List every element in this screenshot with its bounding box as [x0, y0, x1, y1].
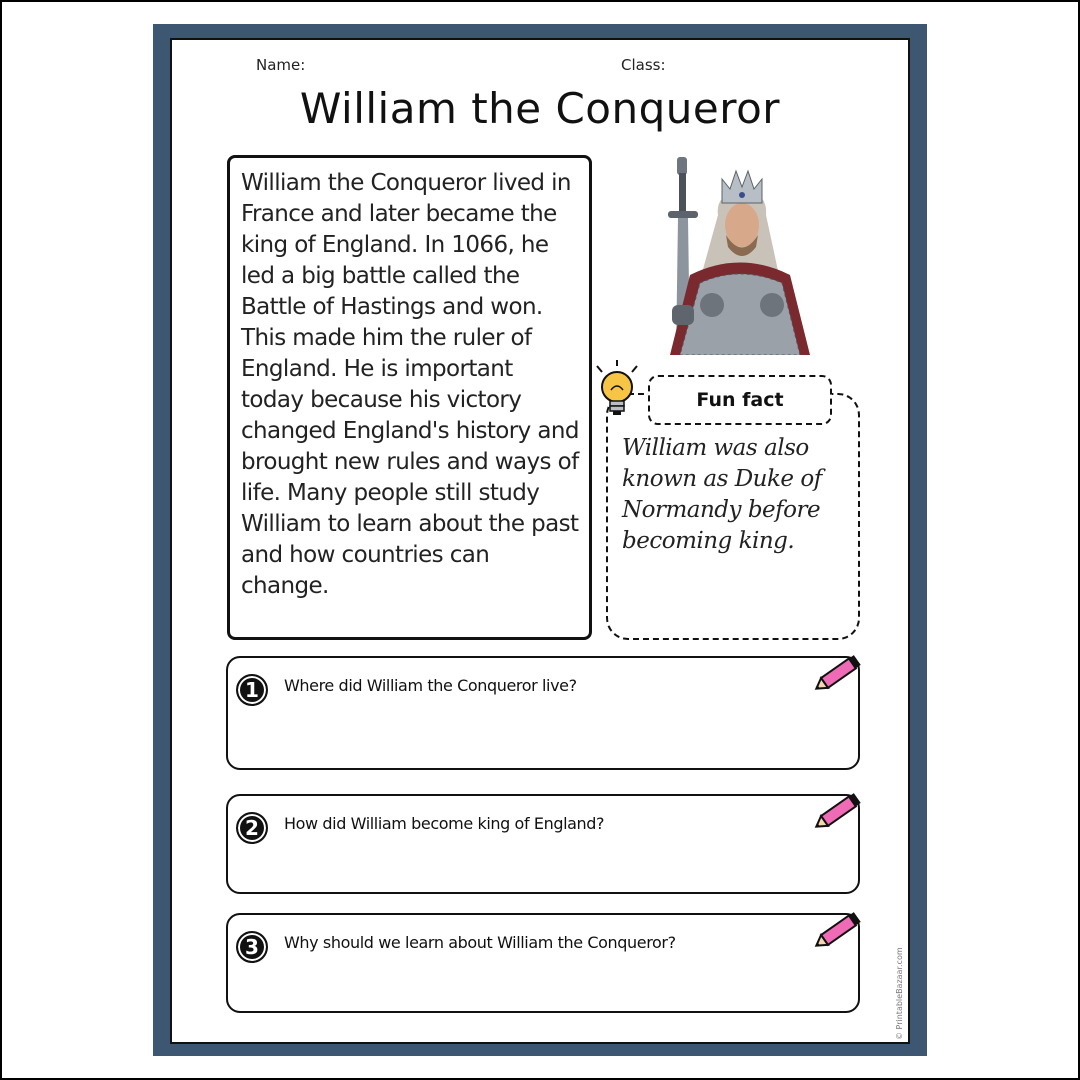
question-1-number-badge: 1 — [236, 674, 268, 706]
question-2-answer-box[interactable] — [226, 794, 860, 894]
reading-passage-text: William the Conqueror lived in France and later became the king of England. In 1066, he led a big battle called the Battle of Hastings and won. This made him the ruler of England. He is important today because his victory changed England's history and brought new rules and ways of life. Many people still study William to learn about the past and how countries can change. — [241, 170, 579, 599]
question-2-number-badge: 2 — [236, 812, 268, 844]
reading-passage-box — [227, 155, 592, 640]
question-1-text: Where did William the Conqueror live? — [284, 676, 577, 695]
copyright-credit: © PrintableBazaar.com — [895, 947, 904, 1040]
question-1-answer-box[interactable] — [226, 656, 860, 770]
pencil-icon — [812, 788, 866, 836]
fun-fact-text: William was also known as Duke of Normandy before becoming king. — [622, 435, 822, 554]
fun-fact-label: Fun fact — [648, 375, 832, 425]
william-portrait-image — [640, 155, 840, 355]
class-label: Class: — [621, 56, 666, 74]
pencil-icon — [812, 650, 866, 698]
question-3-answer-box[interactable] — [226, 913, 860, 1013]
question-2-text: How did William become king of England? — [284, 814, 605, 833]
page-title: William the Conqueror — [299, 84, 781, 133]
pencil-icon — [812, 907, 866, 955]
question-3-text: Why should we learn about William the Conqueror? — [284, 933, 676, 952]
question-3-number-badge: 3 — [236, 931, 268, 963]
name-label: Name: — [256, 56, 306, 74]
lightbulb-icon — [594, 360, 640, 420]
